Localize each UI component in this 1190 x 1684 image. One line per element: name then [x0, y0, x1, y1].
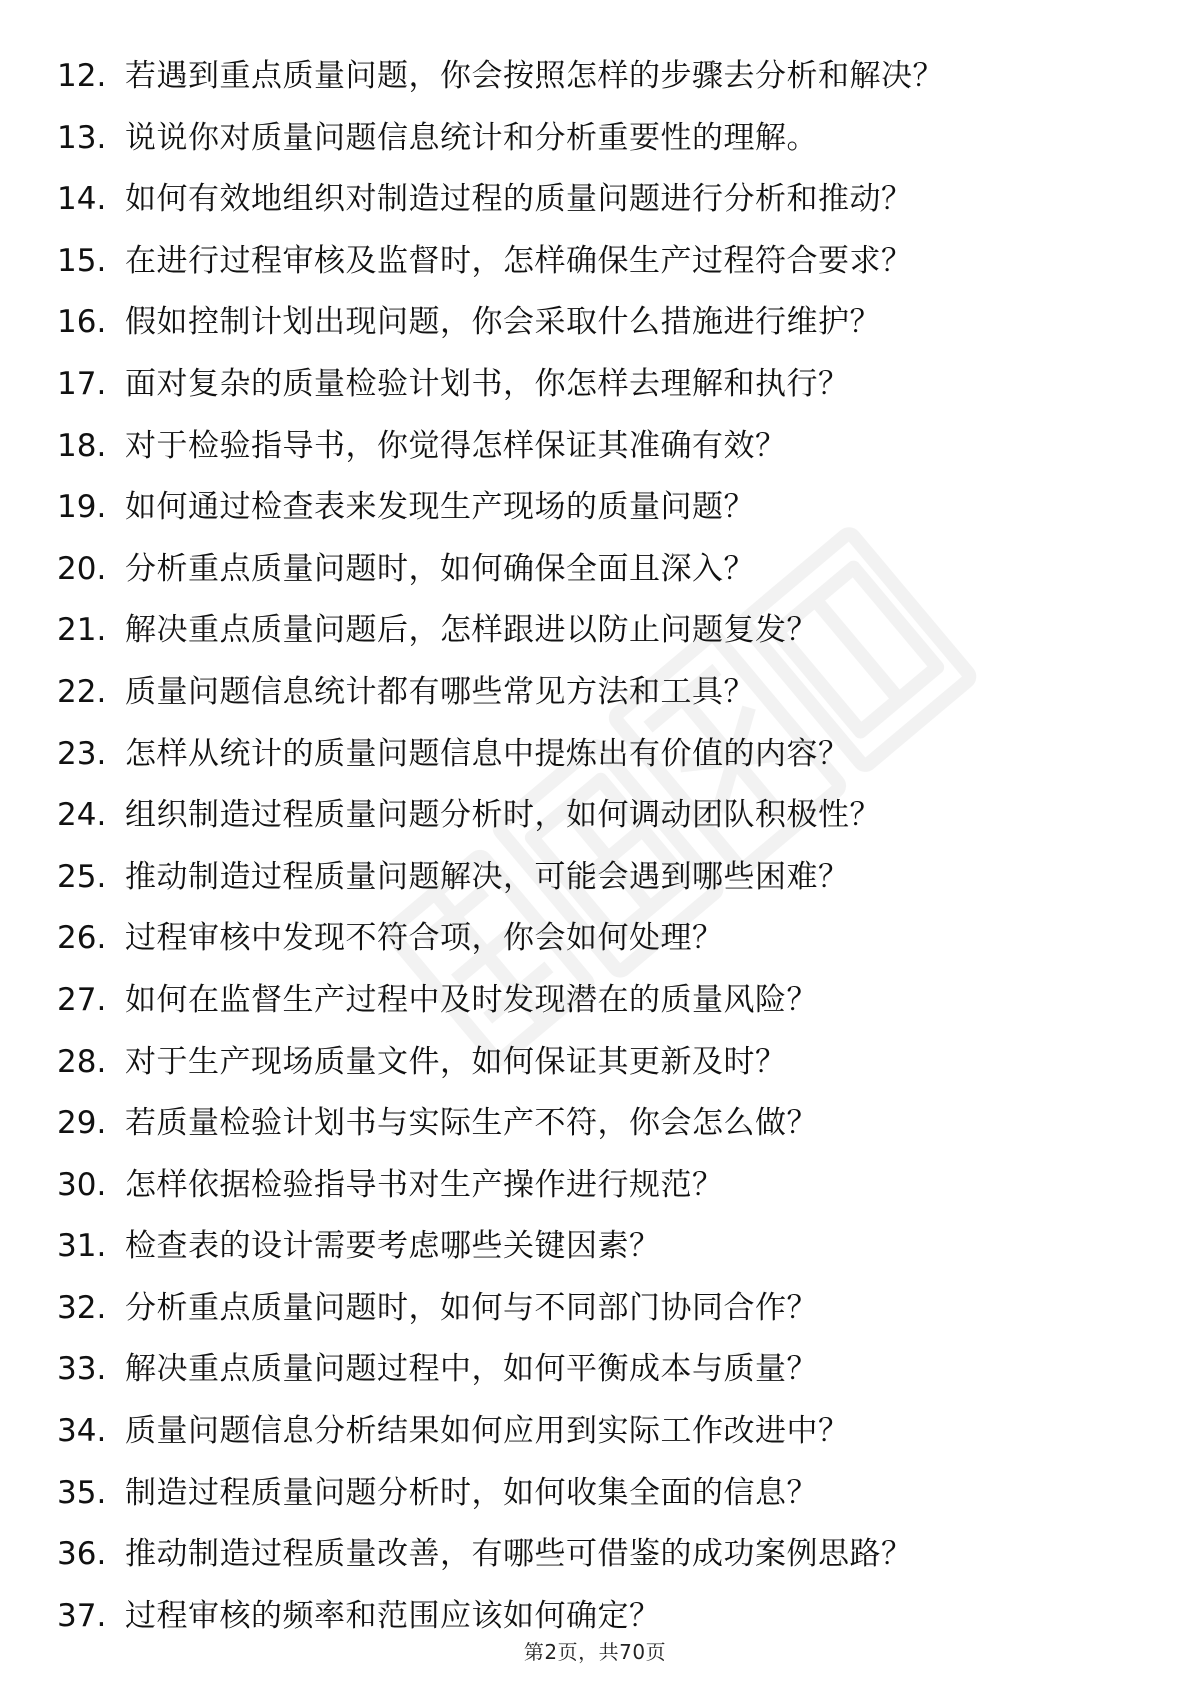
question-number: 33.	[57, 1351, 107, 1388]
question-number: 35.	[57, 1474, 107, 1511]
question-text: 怎样从统计的质量问题信息中提炼出有价值的内容？	[125, 735, 850, 772]
question-number: 14.	[57, 181, 107, 218]
question-item	[0, 908, 1190, 970]
question-text: 怎样依据检验指导书对生产操作进行规范？	[125, 1166, 724, 1203]
question-text: 如何通过检查表来发现生产现场的质量问题？	[125, 489, 755, 526]
question-number: 31.	[57, 1228, 107, 1265]
question-number: 19.	[57, 489, 107, 526]
question-number: 29.	[57, 1105, 107, 1142]
question-number: 25.	[57, 858, 107, 895]
question-number: 22.	[57, 673, 107, 710]
question-item	[0, 1463, 1190, 1525]
question-text: 分析重点质量问题时，如何与不同部门协同合作？	[125, 1289, 818, 1326]
question-item	[0, 108, 1190, 170]
question-text: 若质量检验计划书与实际生产不符，你会怎么做？	[125, 1105, 818, 1142]
question-number: 36.	[57, 1536, 107, 1573]
question-text: 推动制造过程质量问题解决，可能会遇到哪些困难？	[125, 858, 850, 895]
page-number-label: 第2页，共70页	[523, 1640, 667, 1664]
question-text: 解决重点质量问题过程中，如何平衡成本与质量？	[125, 1351, 818, 1388]
question-number: 12.	[57, 58, 107, 94]
question-text: 假如控制计划出现问题，你会采取什么措施进行维护？	[125, 304, 881, 341]
question-item	[0, 600, 1190, 662]
question-item	[0, 970, 1190, 1032]
question-text: 对于检验指导书，你觉得怎样保证其准确有效？	[125, 427, 787, 464]
question-item	[0, 662, 1190, 724]
question-text: 解决重点质量问题后，怎样跟进以防止问题复发？	[125, 612, 818, 649]
page-footer	[0, 1636, 1190, 1665]
question-item	[0, 1032, 1190, 1094]
question-text: 过程审核的频率和范围应该如何确定？	[125, 1597, 661, 1634]
question-item	[0, 1524, 1190, 1586]
question-text: 如何有效地组织对制造过程的质量问题进行分析和推动？	[125, 181, 913, 218]
question-text: 质量问题信息统计都有哪些常见方法和工具？	[125, 673, 755, 710]
question-number: 24.	[57, 797, 107, 834]
question-item	[0, 292, 1190, 354]
question-item	[0, 724, 1190, 786]
question-item	[0, 1093, 1190, 1155]
question-text: 如何在监督生产过程中及时发现潜在的质量风险？	[125, 981, 818, 1018]
question-text: 面对复杂的质量检验计划书，你怎样去理解和执行？	[125, 365, 850, 402]
question-text: 对于生产现场质量文件，如何保证其更新及时？	[125, 1043, 787, 1080]
question-item	[0, 1155, 1190, 1217]
question-text: 检查表的设计需要考虑哪些关键因素？	[125, 1228, 661, 1265]
question-item	[0, 46, 1190, 108]
question-number: 26.	[57, 920, 107, 957]
question-number: 37.	[57, 1597, 107, 1634]
question-number: 21.	[57, 612, 107, 649]
question-text: 说说你对质量问题信息统计和分析重要性的理解。	[125, 119, 818, 156]
question-number: 23.	[57, 735, 107, 772]
question-text: 推动制造过程质量改善，有哪些可借鉴的成功案例思路？	[125, 1536, 913, 1573]
question-text: 制造过程质量问题分析时，如何收集全面的信息？	[125, 1474, 818, 1511]
question-list	[0, 46, 1190, 1647]
question-item	[0, 169, 1190, 231]
question-item	[0, 539, 1190, 601]
question-number: 15.	[57, 242, 107, 279]
question-number: 30.	[57, 1166, 107, 1203]
question-item	[0, 1216, 1190, 1278]
question-number: 20.	[57, 550, 107, 587]
question-item	[0, 477, 1190, 539]
question-item	[0, 1339, 1190, 1401]
question-text: 分析重点质量问题时，如何确保全面且深入？	[125, 550, 755, 587]
question-text: 组织制造过程质量问题分析时，如何调动团队积极性？	[125, 797, 881, 834]
question-number: 17.	[57, 365, 107, 402]
question-text: 若遇到重点质量问题，你会按照怎样的步骤去分析和解决？	[125, 58, 944, 94]
question-number: 27.	[57, 981, 107, 1018]
question-item	[0, 354, 1190, 416]
question-number: 32.	[57, 1289, 107, 1326]
question-item	[0, 785, 1190, 847]
question-number: 28.	[57, 1043, 107, 1080]
question-item	[0, 416, 1190, 478]
question-text: 在进行过程审核及监督时，怎样确保生产过程符合要求？	[125, 242, 913, 279]
question-item	[0, 1401, 1190, 1463]
question-item	[0, 231, 1190, 293]
question-number: 34.	[57, 1413, 107, 1450]
question-item	[0, 1278, 1190, 1340]
question-text: 质量问题信息分析结果如何应用到实际工作改进中？	[125, 1413, 850, 1450]
question-number: 18.	[57, 427, 107, 464]
question-text: 过程审核中发现不符合项，你会如何处理？	[125, 920, 724, 957]
question-number: 13.	[57, 119, 107, 156]
question-number: 16.	[57, 304, 107, 341]
question-item	[0, 847, 1190, 909]
